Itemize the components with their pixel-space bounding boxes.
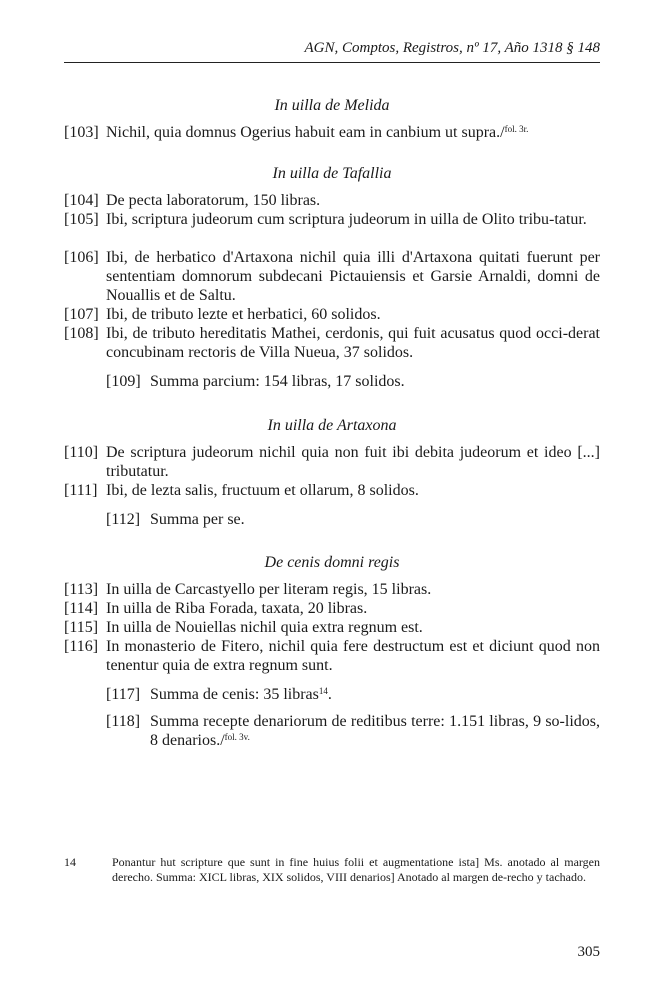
section-title-melida: In uilla de Melida xyxy=(274,97,390,114)
entry-110 xyxy=(64,443,600,481)
header-rule xyxy=(64,62,600,63)
entry-105 xyxy=(64,210,600,229)
entry-109 xyxy=(106,372,600,391)
running-header: AGN, Comptos, Registros, nº 17, Año 1318 § 148 xyxy=(304,40,600,56)
entry-text: Ibi, scriptura judeorum cum scriptura judeorum in uilla de Olito tribu-tatur. xyxy=(106,211,587,228)
section-title-artaxona: In uilla de Artaxona xyxy=(267,417,397,434)
entry-text: In uilla de Carcastyello per literam regis, 15 libras. xyxy=(106,581,432,598)
entry-number: [111] xyxy=(64,482,98,499)
entry-117 xyxy=(106,685,600,704)
entry-113 xyxy=(64,580,600,599)
entry-text: Summa parcium: 154 libras, 17 solidos. xyxy=(150,373,405,390)
footnote-ref: 14 xyxy=(318,686,328,696)
entry-text: Nichil, quia domnus Ogerius habuit eam in canbium ut supra./ xyxy=(106,124,505,141)
entry-106 xyxy=(64,248,600,305)
entry-103 xyxy=(64,123,600,142)
entry-text: De scriptura judeorum nichil quia non fuit ibi debita judeorum et ideo [...] tributatur. xyxy=(106,444,600,480)
entry-number: [104] xyxy=(64,192,99,209)
entry-115 xyxy=(64,618,600,637)
folio-marker: fol. 3v. xyxy=(224,732,250,742)
entry-text: Ibi, de herbatico d'Artaxona nichil quia illi d'Artaxona quitati fuerunt per sententiam domnorum subdecani Pictauiensis et Garsie Arnaldi, domni de Nouallis et de Saltu. xyxy=(106,249,600,304)
entry-text: Summa recepte denariorum de reditibus terre: 1.151 libras, 9 so-lidos, 8 denarios./ xyxy=(150,713,600,749)
footnote-text: Ponantur hut scripture que sunt in fine huius folii et augmentatione ista] Ms. anotado al margen derecho. Summa: XICL libras, XIX solidos, VIII denarios] Anotado al margen de-recho y tachado. xyxy=(112,855,600,884)
entry-number: [109] xyxy=(106,373,141,390)
entry-111 xyxy=(64,481,600,500)
entry-number: [115] xyxy=(64,619,99,636)
section-title-tafallia: In uilla de Tafallia xyxy=(272,165,392,182)
entry-number: [117] xyxy=(106,686,141,703)
entry-number: [108] xyxy=(64,325,99,342)
entry-number: [112] xyxy=(106,511,141,528)
entry-number: [113] xyxy=(64,581,99,598)
entry-text-end: . xyxy=(327,686,332,703)
entry-text: Ibi, de lezta salis, fructuum et ollarum, 8 solidos. xyxy=(106,482,419,499)
entry-text: De pecta laboratorum, 150 libras. xyxy=(106,192,321,209)
entry-number: [106] xyxy=(64,249,99,266)
entry-114 xyxy=(64,599,600,618)
entry-number: [114] xyxy=(64,600,99,617)
entry-text: Summa de cenis: 35 libras xyxy=(150,686,319,703)
entry-text: Ibi, de tributo lezte et herbatici, 60 solidos. xyxy=(106,306,381,323)
entry-number: [110] xyxy=(64,444,99,461)
entry-number: [105] xyxy=(64,211,99,228)
entry-number: [118] xyxy=(106,713,141,730)
entry-number: [116] xyxy=(64,638,99,655)
section-title-cenis: De cenis domni regis xyxy=(264,554,400,571)
entry-108 xyxy=(64,324,600,362)
page-number: 305 xyxy=(577,944,600,960)
entry-104 xyxy=(64,191,600,210)
entry-number: [107] xyxy=(64,306,99,323)
entry-text: Summa per se. xyxy=(150,511,245,528)
entry-107 xyxy=(64,305,600,324)
entry-text: In monasterio de Fitero, nichil quia fere destructum est et diciunt quod non tenentur quia de extra regnum sunt. xyxy=(106,638,600,674)
entry-112 xyxy=(106,510,600,529)
entry-text: Ibi, de tributo hereditatis Mathei, cerdonis, qui fuit acusatus quod occi-derat concubinam rectoris de Villa Nueua, 37 solidos. xyxy=(106,325,600,361)
entry-118 xyxy=(106,712,600,750)
entry-text: In uilla de Nouiellas nichil quia extra regnum est. xyxy=(106,619,423,636)
entry-116 xyxy=(64,637,600,675)
entry-number: [103] xyxy=(64,124,99,141)
folio-marker: fol. 3r. xyxy=(504,124,529,134)
footnote-number: 14 xyxy=(64,855,76,869)
entry-text: In uilla de Riba Forada, taxata, 20 libras. xyxy=(106,600,368,617)
